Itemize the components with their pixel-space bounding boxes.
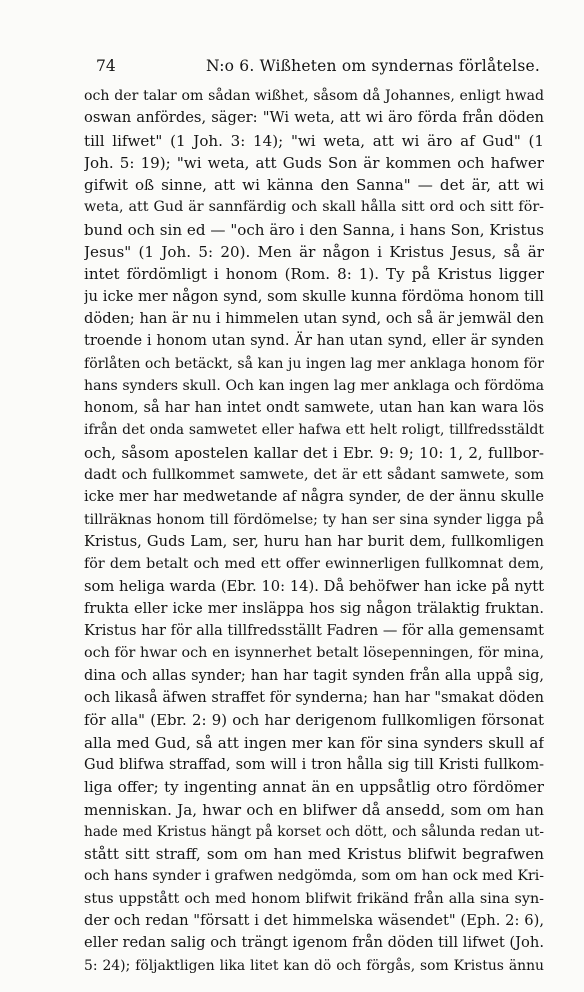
text-line: ifrån det onda samwetet eller hafwa ett helt roligt, tillfredsstäldt xyxy=(84,422,544,439)
text-line: Kristus har för alla tillfredsställt Fadren — för alla gemensamt xyxy=(84,623,544,640)
text-line: liga offer; ty ingenting annat än en uppsåtlig otro fördömer xyxy=(84,778,544,797)
text-line: för alla" (Ebr. 2: 9) och har derigenom fullkomligen försonat xyxy=(84,711,544,730)
text-line: hans synders skull. Och kan ingen lag mer anklaga och fördöma xyxy=(84,377,544,394)
running-title: N:o 6. Wißheten om syndernas förlåtelse. xyxy=(206,57,540,75)
text-line: gifwit oß sinne, att wi känna den Sanna" — det är, att wi xyxy=(84,176,544,195)
text-line: ju icke mer någon synd, som skulle kunna fördöma honom till xyxy=(84,287,544,305)
page-header xyxy=(96,54,540,78)
text-line: icke mer har medwetande af några synder, de der ännu skulle xyxy=(84,489,544,506)
text-line: stått sitt straff, som om han med Kristus blifwit begrafwen xyxy=(84,845,544,864)
text-line: döden; han är nu i himmelen utan synd, och så är jemwäl den xyxy=(84,309,544,327)
text-line: oswan anfördes, säger: "Wi weta, att wi äro förda från döden xyxy=(84,109,544,127)
text-line: förlåten och betäckt, så kan ju ingen lag mer anklaga honom för xyxy=(84,355,544,372)
text-line: hade med Kristus hängt på korset och dött, och sålunda redan ut- xyxy=(84,823,544,840)
text-line: bund och sin ed — "och äro i den Sanna, i hans Son, Kristus xyxy=(84,220,544,239)
text-line: dina och allas synder; han har tagit synden från alla uppå sig, xyxy=(84,667,544,684)
text-line: och för hwar och en isynnerhet betalt lösepenningen, för mina, xyxy=(84,645,544,662)
text-line: 5: 24); följaktligen lika litet kan dö och förgås, som Kristus ännu xyxy=(84,957,544,974)
text-line: och, såsom apostelen kallar det i Ebr. 9: 9; 10: 1, 2, fullbor- xyxy=(84,443,544,462)
text-line: Kristus, Guds Lam, ser, huru han har burit dem, fullkomligen xyxy=(84,532,544,550)
text-line: frukta eller icke mer insläppa hos sig någon trälaktig fruktan. xyxy=(84,600,544,617)
text-line: stus uppstått och med honom blifwit frikänd från alla sina syn- xyxy=(84,890,544,907)
text-line: som heliga warda (Ebr. 10: 14). Då behöfwer han icke på nytt xyxy=(84,577,544,595)
text-line: der och redan "försatt i det himmelska wäsendet" (Eph. 2: 6), xyxy=(84,911,544,929)
text-line: tillräknas honom till fördömelse; ty han ser sina synder ligga på xyxy=(84,511,544,528)
text-line: honom, så har han intet ondt samwete, utan han kan wara lös xyxy=(84,400,544,417)
body-text xyxy=(84,85,544,977)
text-line: Joh. 5: 19); "wi weta, att Guds Son är kommen och hafwer xyxy=(84,153,544,172)
text-line: troende i honom utan synd. Är han utan synd, eller är synden xyxy=(84,332,544,350)
text-line: menniskan. Ja, hwar och en blifwer då ansedd, som om han xyxy=(84,800,544,819)
text-line: och likaså äfwen straffet för synderna; han har "smakat döden xyxy=(84,690,544,707)
text-line: intet fördömligt i honom (Rom. 8: 1). Ty på Kristus ligger xyxy=(84,265,544,284)
text-line: och der talar om sådan wißhet, såsom då Johannes, enligt hwad xyxy=(84,88,544,104)
text-line: eller redan salig och trängt igenom från döden till lifwet (Joh. xyxy=(84,934,544,952)
text-line: dadt och fullkommet samwete, det är ett sådant samwete, som xyxy=(84,467,544,484)
text-line: till lifwet" (1 Joh. 3: 14); "wi weta, att wi äro af Gud" (1 xyxy=(84,131,544,150)
page-number: 74 xyxy=(96,57,116,75)
text-line: Jesus" (1 Joh. 5: 20). Men är någon i Kristus Jesus, så är xyxy=(84,243,544,262)
text-line: alla med Gud, så att ingen mer kan för sina synders skull af xyxy=(84,733,544,752)
text-line: för dem betalt och med ett offer ewinnerligen fullkomnat dem, xyxy=(84,556,544,573)
text-line: Gud blifwa straffad, som will i tron hålla sig till Kristi fullkom- xyxy=(84,756,544,773)
text-line: och hans synder i grafwen nedgömda, som om han ock med Kri- xyxy=(84,868,544,885)
text-line: weta, att Gud är sannfärdig och skall hålla sitt ord och sitt för- xyxy=(84,199,544,216)
